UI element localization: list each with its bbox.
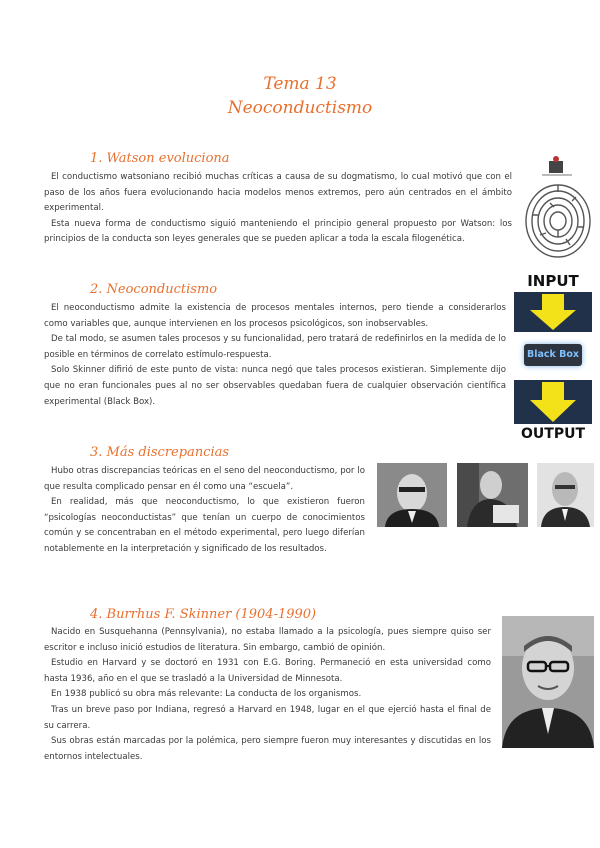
maze-image	[520, 155, 596, 261]
paragraph: El conductismo watsoniano recibió muchas críticas a causa de su dogmatismo, lo cual motivó que con el paso de los años fuera evolucionando hacia modelos menos extremos, pero aún centrados en el ámbito experimental.	[44, 172, 512, 214]
skinner-portrait	[502, 616, 594, 748]
paragraph: Sus obras están marcadas por la polémica, pero siempre fueron muy interesantes y discutidas en los entornos intelectuales.	[44, 736, 491, 762]
section-2-text	[44, 301, 506, 410]
portrait-photo	[537, 463, 594, 527]
arrow-down-icon	[514, 380, 592, 424]
arrow-down-icon	[514, 292, 592, 332]
input-label: INPUT	[527, 272, 579, 290]
paragraph: Solo Skinner difirió de este punto de vista: nunca negó que tales procesos existieran. Simplemente dijo que no eran funcionales pues al no ser observables quedaban fuera de cualquier observación científica experimental (Black Box).	[44, 365, 506, 407]
paragraph: Tras un breve paso por Indiana, regresó a Harvard en 1948, lugar en el que ejerció hasta el final de su carrera.	[44, 704, 491, 731]
black-box-diagram	[514, 270, 592, 446]
portrait-photo	[377, 463, 447, 527]
paragraph: Esta nueva forma de conductismo siguió manteniendo el principio general propuesto por Watson: los principios de la conducta son leyes generales que se pueden aplicar a toda la escala filogenética.	[44, 218, 512, 245]
paragraph: El neoconductismo admite la existencia de procesos mentales internos, pero tiende a considerarlos como variables que, aunque intervienen en los procesos psicológicos, son inobservables.	[44, 303, 506, 329]
section-4-text	[44, 625, 491, 765]
page-title: Tema 13	[263, 74, 337, 94]
section-heading-1: 1. Watson evoluciona	[90, 151, 230, 166]
portrait-photo	[457, 463, 528, 527]
paragraph: Hubo otras discrepancias teóricas en el seno del neoconductismo, por lo que resulta complicado pensar en él como una “escuela”.	[44, 466, 365, 492]
section-3-text	[44, 464, 365, 558]
section-heading-2: 2. Neoconductismo	[90, 282, 218, 297]
paragraph: Nacido en Susquehanna (Pennsylvania), no estaba llamado a la psicología, pues siempre quiso ser escritor e incluso inició estudios de literatura. Sin embargo, cambió de opinión.	[44, 627, 491, 653]
paragraph: De tal modo, se asumen tales procesos y su funcionalidad, pero tratará de redefinirlos en la medida de lo posible en términos de correlato estímulo-respuesta.	[44, 334, 506, 360]
paragraph: Estudio en Harvard y se doctoró en 1931 con E.G. Boring. Permaneció en esta universidad como hasta 1936, año en el que se trasladó a la Universidad de Minnesota.	[44, 658, 491, 684]
black-box: Black Box	[524, 344, 582, 366]
paragraph: En 1938 publicó su obra más relevante: La conducta de los organismos.	[51, 689, 362, 700]
section-heading-3: 3. Más discrepancias	[90, 445, 230, 460]
section-heading-4: 4. Burrhus F. Skinner (1904-1990)	[90, 607, 317, 622]
page-subtitle: Neoconductismo	[227, 98, 373, 118]
section-1-text	[44, 170, 512, 248]
paragraph: En realidad, más que neoconductismo, lo que existieron fueron “psicologías neoconductistas” que tenían un cuerpo de conocimientos común y se concentraban en el método experimental, pero luego diferían notablemente en la interpretación y significado de los resultados.	[44, 497, 365, 554]
output-label: OUTPUT	[521, 426, 585, 442]
